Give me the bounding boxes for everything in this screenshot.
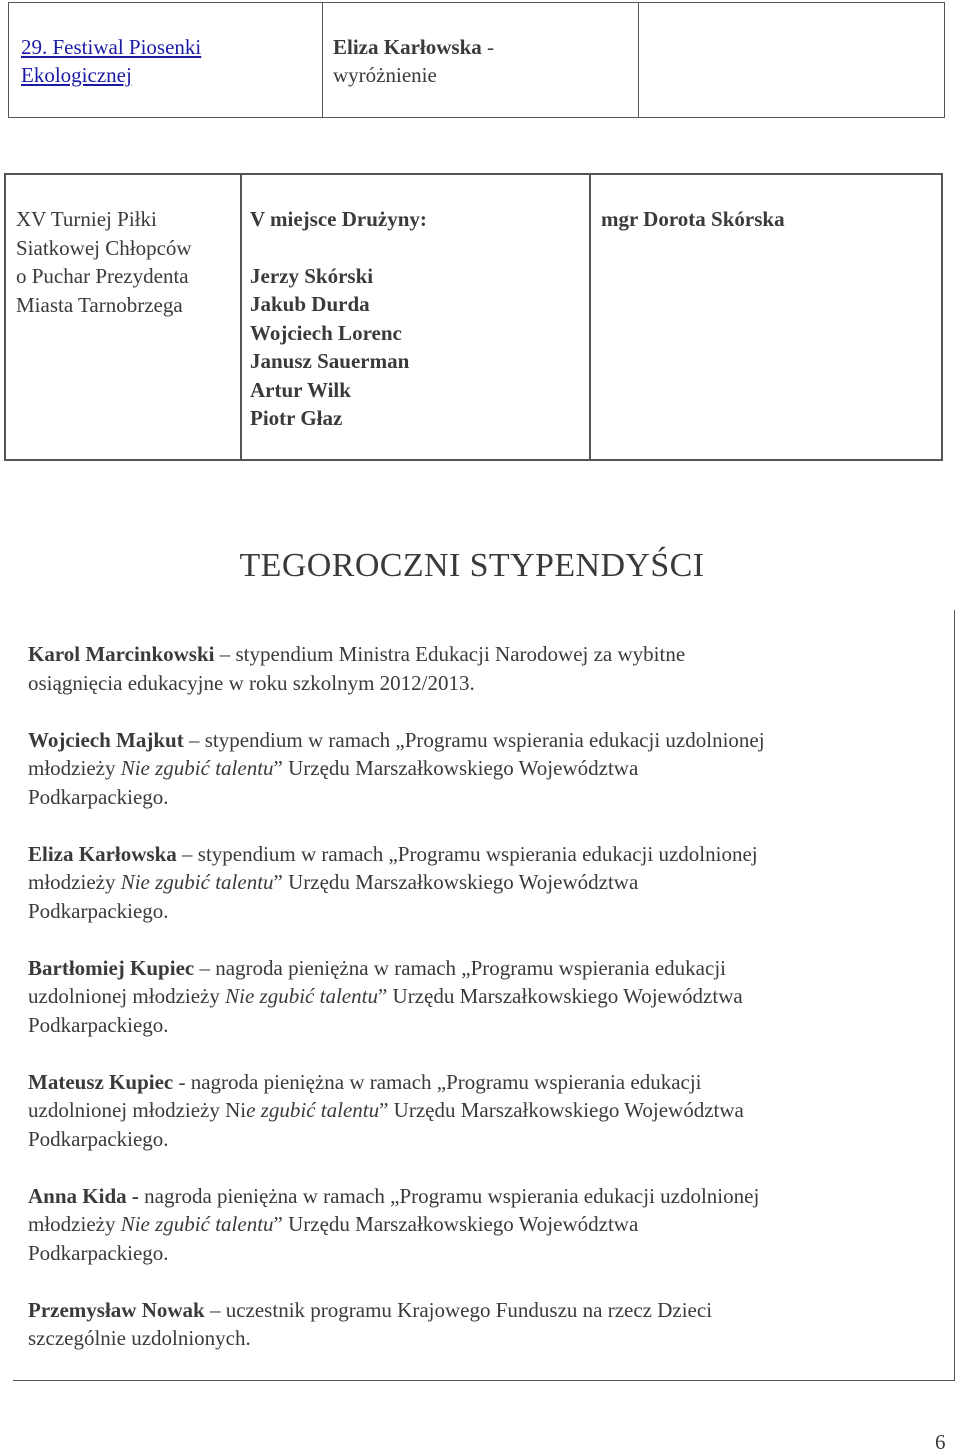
scholar-desc: uzdolnionej młodzieży — [28, 984, 226, 1008]
team-member: Jerzy Skórski — [250, 263, 374, 288]
event-link-line[interactable]: Ekologicznej — [21, 63, 132, 87]
achievements-table-festival — [8, 2, 945, 118]
program-name: Nie zgubić talentu — [120, 1212, 274, 1236]
scholar-desc: - nagroda pieniężna w ramach „Programu wspierania edukacji — [173, 1069, 702, 1094]
scholar-entry — [28, 954, 928, 1040]
scholar-desc: – stypendium Ministra Edukacji Narodowej za wybitne — [214, 642, 686, 666]
event-line: XV Turniej Piłki — [16, 207, 157, 231]
scholar-name: Eliza Karłowska — [28, 841, 177, 866]
event-line: Miasta Tarnobrzega — [16, 292, 183, 317]
scholar-desc: ” Urzędu Marszałkowskiego Województwa — [377, 984, 743, 1008]
scholar-desc: – uczestnik programu Krajowego Funduszu na rzecz Dzieci — [204, 1297, 713, 1322]
award-text: wyróżnienie — [333, 63, 437, 87]
table-row — [9, 3, 945, 118]
event-link-line[interactable]: 29. Festiwal Piosenki — [21, 35, 202, 59]
team-member: Piotr Głaz — [250, 406, 343, 430]
program-name: Nie zgubić talentu — [120, 756, 274, 780]
table-row — [5, 174, 942, 460]
scholar-desc: Podkarpackiego. — [28, 898, 169, 923]
section-heading: TEGOROCZNI STYPENDYŚCI — [239, 547, 705, 584]
scholar-entry — [28, 840, 928, 926]
team-cell — [241, 174, 590, 460]
scholar-name: Mateusz Kupiec — [28, 1069, 174, 1094]
team-member: Artur Wilk — [250, 377, 351, 402]
scholar-desc: ” Urzędu Marszałkowskiego Województwa — [273, 870, 639, 894]
scholar-desc: – stypendium w ramach „Programu wspierania edukacji uzdolnionej — [176, 841, 758, 866]
program-name: Nie zgubić talentu — [120, 870, 274, 894]
event-line: o Puchar Prezydenta — [16, 264, 189, 288]
scholar-desc: uzdolnionej młodzieży Ni — [28, 1098, 247, 1122]
page-number: 6 — [935, 1430, 946, 1454]
event-line: Siatkowej Chłopców — [16, 235, 192, 260]
scholar-desc: ” Urzędu Marszałkowskiego Województwa — [273, 756, 639, 780]
award-cell — [323, 3, 639, 118]
scholar-desc: Podkarpackiego. — [28, 784, 169, 809]
scholar-entry — [28, 1068, 928, 1154]
scholar-desc: osiągnięcia edukacyjne w roku szkolnym 2012/2013. — [28, 670, 475, 695]
scholar-entry — [28, 640, 928, 697]
team-member: Janusz Sauerman — [250, 349, 410, 373]
scholars-list — [28, 640, 928, 1381]
program-name: Nie zgubić talentu — [225, 984, 378, 1008]
scholar-desc: młodzieży — [28, 756, 121, 780]
scholar-desc: ” Urzędu Marszałkowskiego Województwa — [379, 1098, 744, 1122]
empty-cell — [639, 3, 945, 118]
coach-name: mgr Dorota Skórska — [601, 207, 785, 231]
event-cell — [5, 174, 241, 460]
winner-dash: - — [481, 35, 495, 59]
team-member: Wojciech Lorenc — [250, 320, 402, 345]
scholar-name: Wojciech Majkut — [28, 727, 184, 752]
scholar-entry — [28, 726, 928, 812]
place-label: V miejsce Drużyny: — [250, 207, 427, 231]
program-name: e zgubić talentu — [246, 1098, 380, 1122]
scholar-desc: Podkarpackiego. — [28, 1240, 169, 1265]
scholar-desc: szczególnie uzdolnionych. — [28, 1326, 251, 1350]
scholar-desc: nagroda pieniężna w ramach „Programu wspierania edukacji uzdolnionej — [138, 1183, 760, 1208]
scholar-entry — [28, 1182, 928, 1268]
scholar-desc: młodzieży — [28, 1212, 121, 1236]
scholar-desc: – stypendium w ramach „Programu wspierania edukacji uzdolnionej — [183, 727, 765, 752]
team-member: Jakub Durda — [250, 292, 370, 316]
scholar-desc: Podkarpackiego. — [28, 1126, 169, 1151]
event-cell — [9, 3, 323, 118]
coach-cell — [590, 174, 942, 460]
scholar-desc: Podkarpackiego. — [28, 1012, 169, 1037]
scholar-name: Karol Marcinkowski — [28, 642, 215, 666]
scholar-desc: ” Urzędu Marszałkowskiego Województwa — [273, 1212, 639, 1236]
scholar-desc: młodzieży — [28, 870, 121, 894]
achievements-table-volleyball — [4, 173, 943, 461]
scholar-name: Anna Kida - — [28, 1183, 139, 1208]
scholar-name: Bartłomiej Kupiec — [28, 955, 195, 980]
scholar-entry — [28, 1296, 928, 1353]
scholar-name: Przemysław Nowak — [28, 1297, 205, 1322]
scholar-desc: – nagroda pieniężna w ramach „Programu wspierania edukacji — [194, 955, 726, 980]
winner-name: Eliza Karłowska — [333, 35, 482, 59]
